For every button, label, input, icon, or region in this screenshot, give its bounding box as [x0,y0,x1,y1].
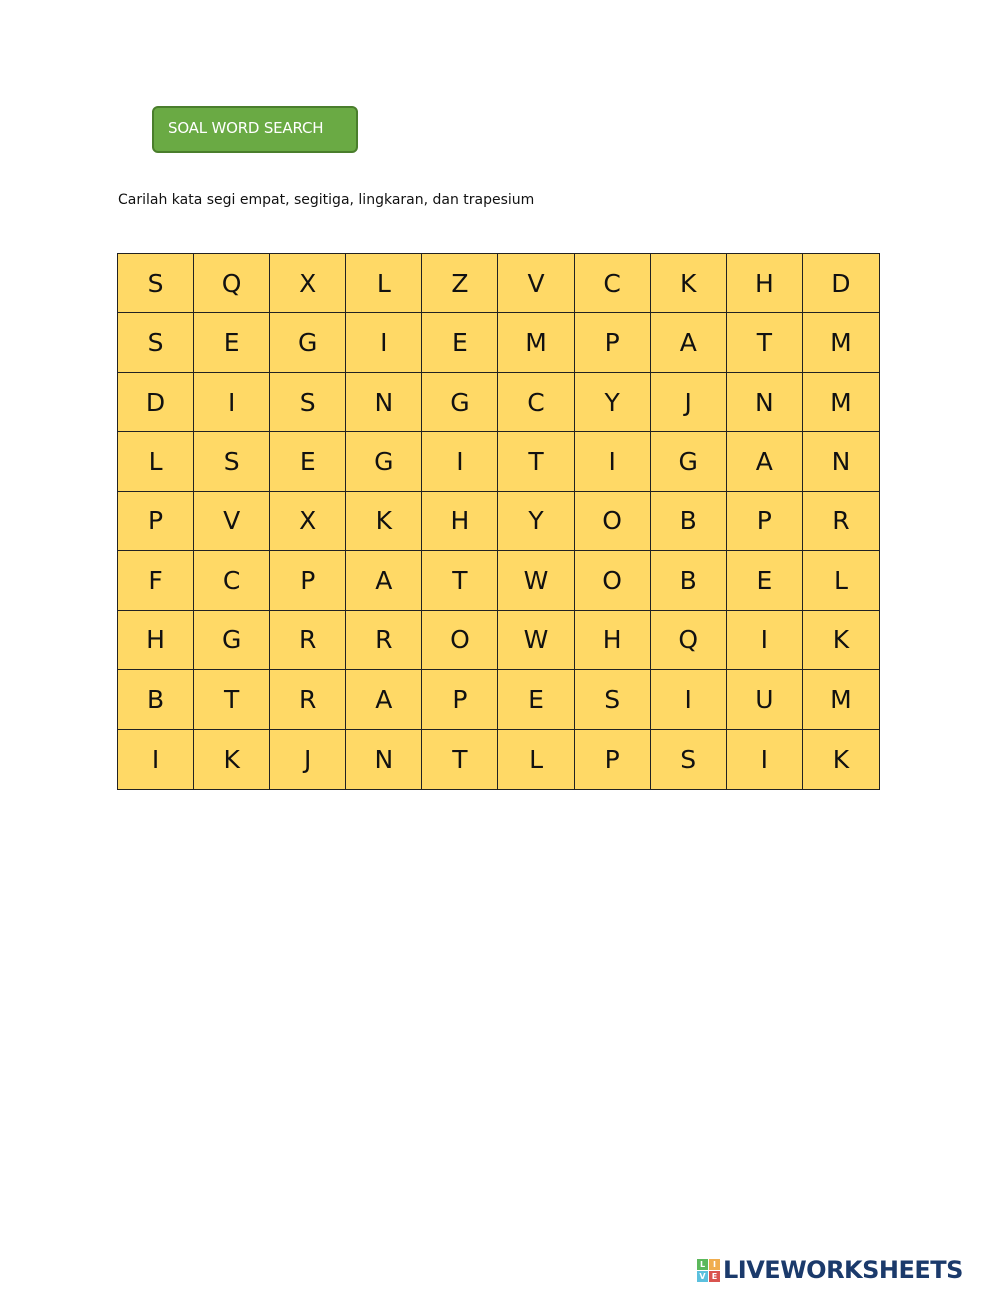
grid-cell-r1-c3[interactable]: X [270,254,346,313]
grid-cell-r8-c5[interactable]: P [422,670,498,729]
grid-cell-r8-c7[interactable]: S [575,670,651,729]
grid-cell-r4-c4[interactable]: G [346,432,422,491]
grid-cell-r5-c4[interactable]: K [346,492,422,551]
grid-cell-r4-c1[interactable]: L [118,432,194,491]
grid-cell-r5-c2[interactable]: V [194,492,270,551]
grid-cell-r2-c1[interactable]: S [118,313,194,372]
grid-cell-r6-c3[interactable]: P [270,551,346,610]
grid-cell-r4-c9[interactable]: A [727,432,803,491]
grid-cell-r2-c3[interactable]: G [270,313,346,372]
grid-cell-r3-c9[interactable]: N [727,373,803,432]
grid-cell-r8-c9[interactable]: U [727,670,803,729]
grid-cell-r9-c7[interactable]: P [575,730,651,789]
grid-cell-r6-c7[interactable]: O [575,551,651,610]
grid-cell-r9-c9[interactable]: I [727,730,803,789]
grid-cell-r5-c3[interactable]: X [270,492,346,551]
grid-cell-r7-c8[interactable]: Q [651,611,727,670]
grid-cell-r7-c1[interactable]: H [118,611,194,670]
grid-cell-r9-c4[interactable]: N [346,730,422,789]
grid-cell-r5-c9[interactable]: P [727,492,803,551]
grid-cell-r4-c7[interactable]: I [575,432,651,491]
grid-cell-r6-c5[interactable]: T [422,551,498,610]
logo-letter-i: I [709,1259,720,1270]
grid-cell-r1-c10[interactable]: D [803,254,879,313]
grid-cell-r2-c2[interactable]: E [194,313,270,372]
grid-cell-r7-c5[interactable]: O [422,611,498,670]
grid-cell-r8-c4[interactable]: A [346,670,422,729]
brand-name: LIVEWORKSHEETS [723,1256,963,1284]
grid-cell-r9-c6[interactable]: L [498,730,574,789]
grid-cell-r8-c2[interactable]: T [194,670,270,729]
grid-cell-r8-c10[interactable]: M [803,670,879,729]
grid-cell-r4-c10[interactable]: N [803,432,879,491]
grid-cell-r7-c7[interactable]: H [575,611,651,670]
grid-cell-r8-c1[interactable]: B [118,670,194,729]
grid-cell-r6-c2[interactable]: C [194,551,270,610]
grid-cell-r1-c1[interactable]: S [118,254,194,313]
grid-cell-r3-c8[interactable]: J [651,373,727,432]
instruction-text: Carilah kata segi empat, segitiga, lingkaran, dan trapesium [118,192,535,208]
grid-cell-r3-c3[interactable]: S [270,373,346,432]
grid-cell-r6-c1[interactable]: F [118,551,194,610]
grid-cell-r7-c6[interactable]: W [498,611,574,670]
grid-cell-r4-c2[interactable]: S [194,432,270,491]
grid-cell-r4-c8[interactable]: G [651,432,727,491]
grid-cell-r8-c8[interactable]: I [651,670,727,729]
grid-cell-r9-c8[interactable]: S [651,730,727,789]
grid-cell-r1-c7[interactable]: C [575,254,651,313]
logo-letter-e: E [709,1271,720,1282]
grid-cell-r7-c10[interactable]: K [803,611,879,670]
grid-cell-r3-c1[interactable]: D [118,373,194,432]
grid-cell-r6-c4[interactable]: A [346,551,422,610]
grid-cell-r1-c2[interactable]: Q [194,254,270,313]
grid-cell-r7-c3[interactable]: R [270,611,346,670]
grid-cell-r7-c4[interactable]: R [346,611,422,670]
grid-cell-r2-c7[interactable]: P [575,313,651,372]
liveworksheets-logo [697,1255,963,1285]
grid-cell-r2-c5[interactable]: E [422,313,498,372]
grid-cell-r1-c4[interactable]: L [346,254,422,313]
grid-cell-r3-c6[interactable]: C [498,373,574,432]
grid-cell-r5-c1[interactable]: P [118,492,194,551]
grid-cell-r2-c4[interactable]: I [346,313,422,372]
grid-cell-r6-c6[interactable]: W [498,551,574,610]
grid-cell-r8-c6[interactable]: E [498,670,574,729]
logo-letter-l: L [697,1259,708,1270]
grid-cell-r4-c6[interactable]: T [498,432,574,491]
grid-cell-r3-c5[interactable]: G [422,373,498,432]
grid-cell-r1-c5[interactable]: Z [422,254,498,313]
grid-cell-r4-c3[interactable]: E [270,432,346,491]
grid-cell-r7-c2[interactable]: G [194,611,270,670]
grid-cell-r5-c7[interactable]: O [575,492,651,551]
grid-cell-r3-c4[interactable]: N [346,373,422,432]
grid-cell-r9-c10[interactable]: K [832,744,850,774]
title-badge: SOAL WORD SEARCH [152,106,358,153]
grid-cell-r6-c8[interactable]: B [651,551,727,610]
grid-cell-r9-c3[interactable]: J [270,730,346,789]
grid-cell-r1-c8[interactable]: K [651,254,727,313]
grid-cell-r4-c5[interactable]: I [422,432,498,491]
grid-cell-r5-c6[interactable]: Y [498,492,574,551]
grid-cell-r2-c6[interactable]: M [498,313,574,372]
grid-cell-r9-c5[interactable]: T [422,730,498,789]
grid-cell-r9-c2[interactable]: K [194,730,270,789]
grid-cell-r3-c2[interactable]: I [194,373,270,432]
grid-cell-r1-c6[interactable]: V [498,254,574,313]
grid-cell-r3-c7[interactable]: Y [575,373,651,432]
grid-cell-r5-c10[interactable]: R [803,492,879,551]
grid-cell-r1-c9[interactable]: H [727,254,803,313]
grid-cell-r5-c8[interactable]: B [651,492,727,551]
grid-cell-r6-c10[interactable]: L [803,551,879,610]
grid-cell-r2-c9[interactable]: T [727,313,803,372]
logo-mark-icon [697,1259,720,1282]
grid-cell-r6-c9[interactable]: E [727,551,803,610]
grid-cell-r7-c9[interactable]: I [727,611,803,670]
grid-cell-r5-c5[interactable]: H [422,492,498,551]
grid-cell-r9-c1[interactable]: I [118,730,194,789]
grid-cell-r2-c10[interactable]: M [803,313,879,372]
grid-cell-r3-c10[interactable]: M [803,373,879,432]
grid-cell-r8-c3[interactable]: R [270,670,346,729]
logo-letter-v: V [697,1271,708,1282]
grid-cell-r2-c8[interactable]: A [651,313,727,372]
word-search-grid [117,253,880,790]
